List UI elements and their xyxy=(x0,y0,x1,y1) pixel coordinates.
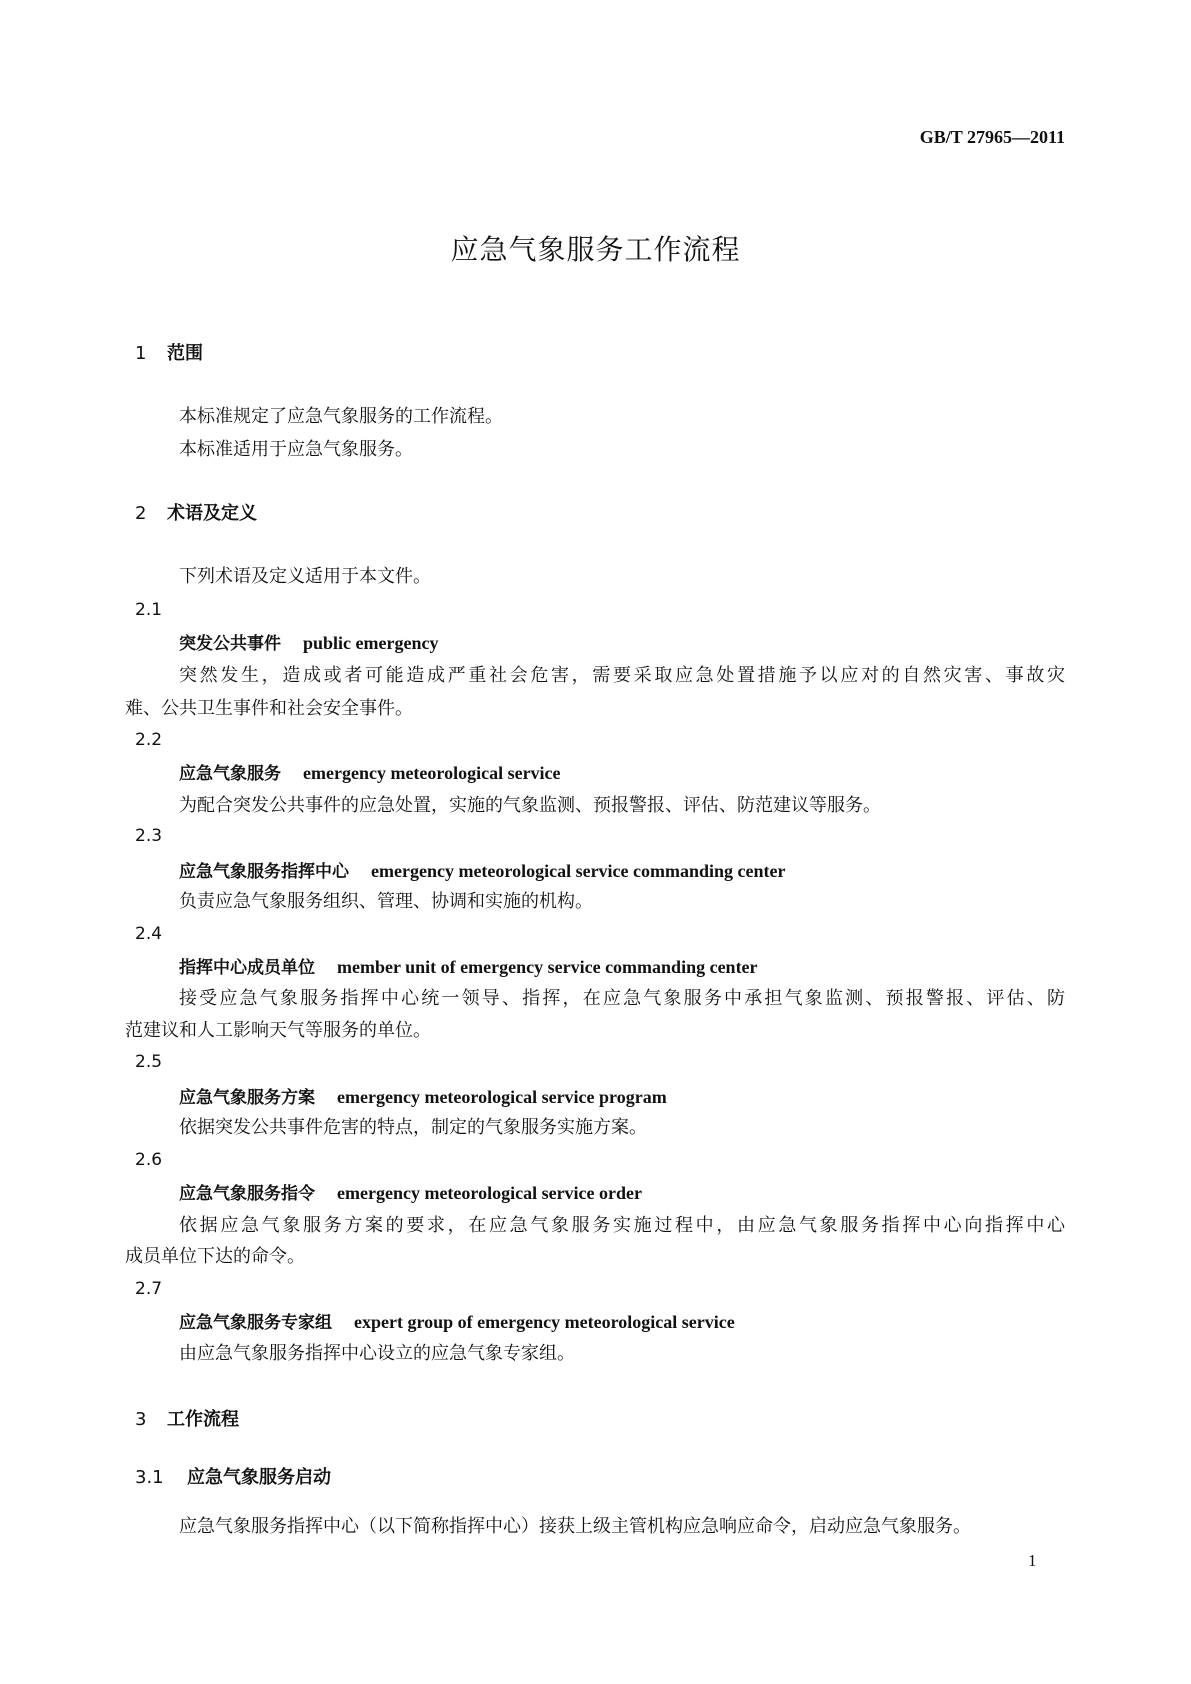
clause-number: 2.4 xyxy=(135,924,163,944)
page-title: 应急气象服务工作流程 xyxy=(450,233,741,266)
subsection-title: 应急气象服务启动 xyxy=(187,1467,331,1488)
paragraph: 下列术语及定义适用于本文件。 xyxy=(179,566,431,587)
clause-number: 2.5 xyxy=(135,1052,163,1072)
paragraph: 应急气象服务指挥中心（以下简称指挥中心）接获上级主管机构应急响应命令，启动应急气象服务。 xyxy=(179,1516,971,1537)
page-number: 1 xyxy=(1028,1551,1037,1570)
clause-number: 2.3 xyxy=(135,826,163,846)
term-heading xyxy=(179,1313,735,1332)
term-zh: 应急气象服务专家组 xyxy=(179,1313,332,1333)
subsection-number: 3.1 xyxy=(135,1467,164,1488)
term-heading xyxy=(179,862,786,881)
term-heading xyxy=(179,1184,642,1203)
term-en: member unit of emergency service commanding center xyxy=(337,957,758,977)
definition-cont: 成员单位下达的命令。 xyxy=(125,1246,305,1267)
definition: 由应急气象服务指挥中心设立的应急气象专家组。 xyxy=(179,1343,575,1364)
term-en: emergency meteorological service order xyxy=(337,1183,643,1203)
section-title: 术语及定义 xyxy=(167,503,257,524)
term-en: emergency meteorological service xyxy=(303,763,561,783)
term-en: emergency meteorological service program xyxy=(337,1087,667,1107)
paragraph: 本标准规定了应急气象服务的工作流程。 xyxy=(179,406,503,427)
term-en: public emergency xyxy=(303,633,439,653)
term-zh: 应急气象服务指令 xyxy=(179,1184,315,1204)
term-zh: 指挥中心成员单位 xyxy=(179,958,315,978)
term-zh: 突发公共事件 xyxy=(179,634,281,654)
section-title: 工作流程 xyxy=(167,1409,239,1430)
definition: 负责应急气象服务组织、管理、协调和实施的机构。 xyxy=(179,891,593,912)
clause-number: 2.7 xyxy=(135,1279,163,1299)
section-number: 2 xyxy=(135,503,147,524)
term-en: emergency meteorological service commanding center xyxy=(371,861,786,881)
definition: 依据突发公共事件危害的特点，制定的气象服务实施方案。 xyxy=(179,1117,647,1138)
standard-number: GB/T 27965—2011 xyxy=(919,127,1065,147)
section-1-heading xyxy=(135,345,203,363)
term-heading xyxy=(179,634,438,653)
section-3-heading xyxy=(135,1411,239,1429)
term-zh: 应急气象服务指挥中心 xyxy=(179,862,349,882)
term-heading xyxy=(179,764,561,783)
definition: 为配合突发公共事件的应急处置，实施的气象监测、预报警报、评估、防范建议等服务。 xyxy=(179,795,881,816)
definition: 突然发生，造成或者可能造成严重社会危害，需要采取应急处置措施予以应对的自然灾害、事故灾 xyxy=(179,665,1065,686)
section-title: 范围 xyxy=(167,343,203,364)
section-2-heading xyxy=(135,505,257,523)
term-en: expert group of emergency meteorological service xyxy=(354,1312,735,1332)
definition-cont: 范建议和人工影响天气等服务的单位。 xyxy=(125,1020,431,1041)
definition: 接受应急气象服务指挥中心统一领导、指挥，在应急气象服务中承担气象监测、预报警报、评估、防 xyxy=(179,988,1065,1009)
term-heading xyxy=(179,1088,667,1107)
definition: 依据应急气象服务方案的要求，在应急气象服务实施过程中，由应急气象服务指挥中心向指挥中心 xyxy=(179,1215,1065,1236)
subsection-3-1-heading xyxy=(135,1469,331,1487)
paragraph: 本标准适用于应急气象服务。 xyxy=(179,439,413,460)
term-heading xyxy=(179,958,758,977)
definition-cont: 难、公共卫生事件和社会安全事件。 xyxy=(125,698,413,719)
section-number: 3 xyxy=(135,1409,147,1430)
term-zh: 应急气象服务 xyxy=(179,764,281,784)
term-zh: 应急气象服务方案 xyxy=(179,1088,315,1108)
clause-number: 2.1 xyxy=(135,600,163,620)
section-number: 1 xyxy=(135,343,147,364)
clause-number: 2.6 xyxy=(135,1150,163,1170)
clause-number: 2.2 xyxy=(135,730,163,750)
